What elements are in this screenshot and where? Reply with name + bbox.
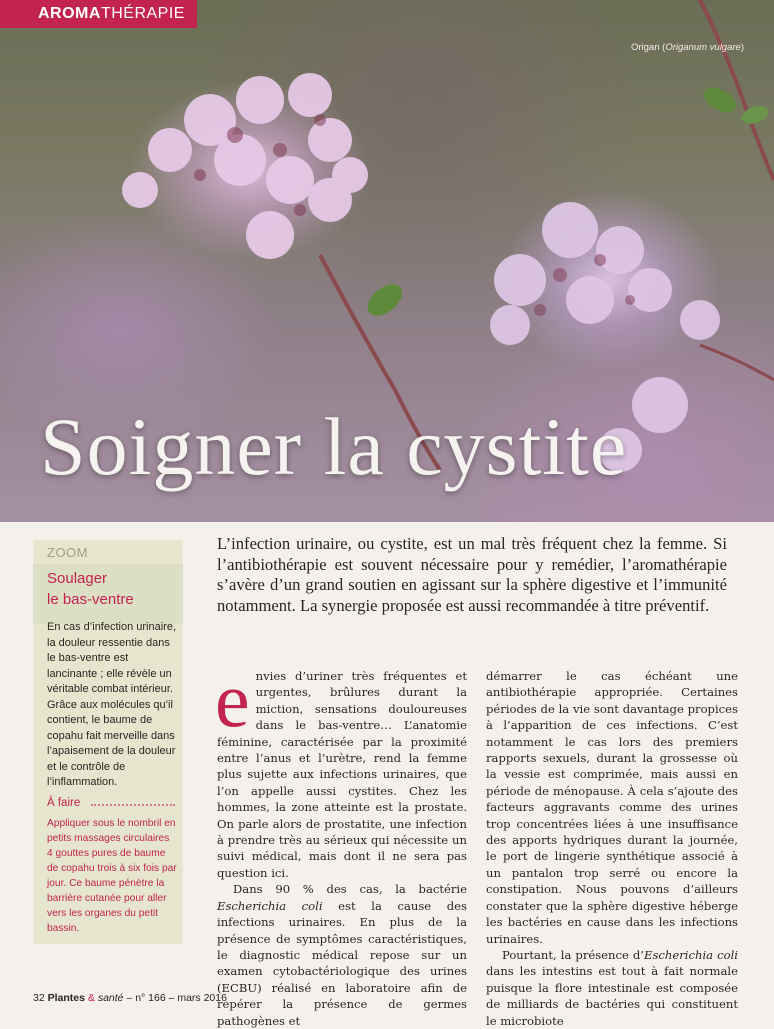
photo-caption-latin: Origanum vulgare [665, 42, 741, 53]
zoom-title: Soulager le bas-ventre [47, 570, 134, 608]
page-footer [33, 992, 227, 1004]
photo-caption: Origan (Origanum vulgare) [630, 42, 744, 53]
zoom-label: ZOOM [47, 545, 88, 560]
page-number: 32 [33, 992, 45, 1004]
section-tag-light: THÉRAPIE [100, 5, 185, 22]
article-column-2 [486, 668, 738, 1029]
magazine-brand: Plantes [47, 992, 85, 1004]
zoom-sidebar [33, 540, 183, 944]
drop-cap: e [215, 656, 250, 743]
page-title: Soigner la cystite [40, 401, 628, 492]
article-paragraph: Pourtant, la présence d’Escherichia coli dans les intestins est tout à fait normale puisque la flore intestinale est composée de milliards de bactéries qui constituent le microbiote [486, 947, 738, 1028]
afaire-label: À faire [47, 797, 81, 809]
section-tag-bold: AROMA [38, 5, 101, 22]
article-paragraph: démarrer le cas échéant une antibiothérapie appropriée. Certaines périodes de la vie sont davantage propices à l’apparition de ces infections. C’est notamment le cas lors des premiers rapports sexuels, durant la grossesse où la vessie est comprimée, mais aussi en période de ménopause. À cela s’ajoute des facteurs aggravants comme des urines trop concentrées liées à une insuffisance des apports hydriques durant la journée, le port de lingerie synthétique associé à un pantalon trop serré ou encore la constipation. Nous pouvons d’ailleurs constater que la sphère digestive héberge les bactéries en cause dans les infections urinaires. [486, 669, 738, 946]
article-paragraph: envies d’uriner très fréquentes et urgentes, brûlures durant la miction, sensations douloureuses dans le bas-ventre… L’anatomie féminine, caractérisée par la proximité entre l’anus et l’urètre, rend la femme plus sujette aux infections urinaires, que l’on appelle aussi cystites. Chez les hommes, la zone atteinte est la prostate. On parle alors de prostatite, une infection à prendre très au sérieux qui nécessite un suivi médical, mais dont il ne sera pas question ici. [215, 656, 467, 880]
article-column-1 [215, 656, 467, 1029]
magazine-sante: santé [97, 992, 124, 1004]
zoom-body: En cas d’infection urinaire, la douleur ressentie dans le bas-ventre est lancinante ; elle révèle un véritable combat intérieur. Grâce aux molécules qu’il contient, le baume de copahu fait merveille dans l’apaisement de la douleur et le contrôle de l’inflammation. [47, 621, 177, 788]
afaire-divider [91, 804, 175, 806]
zoom-header [33, 564, 183, 624]
article-paragraph: Dans 90 % des cas, la bactérie Escherichia coli est la cause des infections urinaires. En plus de la présence de symptômes caractéristiques, le diagnostic médical repose sur un examen cytobactériologique des urines (ECBU) réalisé en laboratoire afin de repérer la présence de germes pathogènes et [217, 882, 467, 1028]
issue-info: – n° 166 – mars 2016 [126, 992, 227, 1004]
intro-paragraph: L’infection urinaire, ou cystite, est un mal très fréquent chez la femme. Si l’antibiothérapie est souvent nécessaire pour y remédier, l’aromathérapie s’avère d’un grand soutien en agissant sur la sphère digestive et l’immunité notamment. La synergie proposée est aussi recommandée à titre préventif. [217, 534, 727, 615]
section-tag [0, 0, 197, 28]
afaire-body: Appliquer sous le nombril en petits massages circulaires 4 gouttes pures de baume de copahu trois à six fois par jour. Ce baume pénètre la barrière cutanée pour aller vers les organes du petit bassin. [47, 818, 177, 934]
magazine-amp: & [87, 992, 95, 1004]
